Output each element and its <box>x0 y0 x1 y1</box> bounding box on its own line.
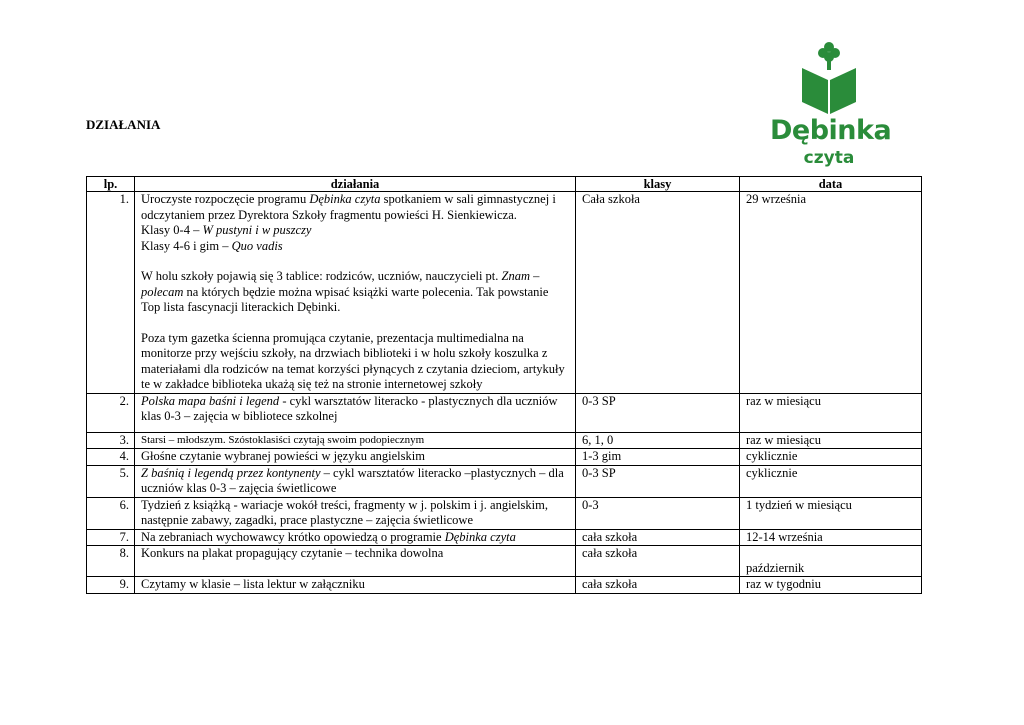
row-number: 4. <box>87 449 135 466</box>
row-date: raz w miesiącu <box>740 393 922 432</box>
text-span: Klasy 0-4 – <box>141 223 203 237</box>
action-line <box>141 239 569 255</box>
table-row <box>87 393 922 432</box>
row-number: 3. <box>87 432 135 449</box>
row-number: 9. <box>87 577 135 594</box>
table-row <box>87 529 922 546</box>
table-row <box>87 449 922 466</box>
text-span: - cykl warsztatów literacko - plastycznych dla uczniów klas 0-3 – zajęcia w bibliotece szkolnej <box>141 393 558 423</box>
table-row <box>87 192 922 394</box>
row-classes: 1-3 gim <box>576 449 740 466</box>
actions-table <box>86 176 922 594</box>
row-action: Głośne czytanie wybranej powieści w języku angielskim <box>135 449 576 466</box>
row-classes: 0-3 SP <box>576 393 740 432</box>
row-classes: 0-3 <box>576 497 740 529</box>
debinka-logo <box>770 40 892 170</box>
row-number: 8. <box>87 546 135 577</box>
row-action: Starsi – młodszym. Szóstoklasiści czytają swoim podopiecznym <box>135 432 576 449</box>
header-lp: lp. <box>87 177 135 192</box>
row-date: 1 tydzień w miesiącu <box>740 497 922 529</box>
row-action <box>135 192 576 394</box>
table-row <box>87 432 922 449</box>
logo-sub-text: czyta <box>803 148 855 168</box>
italic-title: Z baśnią i legendą przez kontynenty <box>141 465 321 480</box>
row-classes: Cała szkoła <box>576 192 740 394</box>
row-classes: 6, 1, 0 <box>576 432 740 449</box>
text-span: W holu szkoły pojawią się 3 tablice: rodziców, uczniów, nauczycieli pt. <box>141 269 502 283</box>
italic-title: Dębinka czyta <box>444 529 516 544</box>
header-actions: działania <box>135 177 576 192</box>
row-number: 6. <box>87 497 135 529</box>
row-classes: cała szkoła <box>576 529 740 546</box>
row-date: cyklicznie <box>740 449 922 466</box>
table-header-row <box>87 177 922 192</box>
table-row <box>87 546 922 577</box>
row-date: 12-14 września <box>740 529 922 546</box>
text-span: Uroczyste rozpoczęcie programu <box>141 192 310 206</box>
row-action: Tydzień z książką - wariacje wokół treści, fragmenty w j. polskim i j. angielskim, następnie zabawy, zagadki, prace plastyczne – zajęcia świetlicowe <box>135 497 576 529</box>
table-row <box>87 577 922 594</box>
header-date: data <box>740 177 922 192</box>
text-span: spotkaniem w sali gimnastycznej i odczytaniem przez Dyrektora Szkoły fragmentu powieści H. Sienkiewicza. <box>141 192 556 222</box>
row-number: 1. <box>87 192 135 394</box>
action-line <box>141 223 569 239</box>
row-action: Konkurs na plakat propagujący czytanie – technika dowolna <box>135 546 576 577</box>
italic-title: W pustyni i w puszczy <box>202 223 312 237</box>
table-row <box>87 465 922 497</box>
row-action <box>135 529 576 546</box>
logo-brand-text: Dębinka <box>770 115 892 146</box>
row-date: raz w miesiącu <box>740 432 922 449</box>
row-classes: 0-3 SP <box>576 465 740 497</box>
row-number: 5. <box>87 465 135 497</box>
italic-title: Dębinka czyta <box>309 192 381 206</box>
action-paragraph <box>141 269 569 316</box>
text-span: Na zebraniach wychowawcy krótko opowiedzą o programie <box>141 529 445 544</box>
row-action <box>135 393 576 432</box>
row-date: raz w tygodniu <box>740 577 922 594</box>
text-span: – cykl warsztatów literacko –plastycznych – dla uczniów klas 0-3 – zajęcia świetlicowe <box>141 465 564 495</box>
row-date: cyklicznie <box>740 465 922 497</box>
italic-title: Znam – polecam <box>141 269 540 299</box>
italic-title: Polska mapa baśni i legend <box>141 393 280 408</box>
table-row <box>87 497 922 529</box>
italic-title: Quo vadis <box>231 238 283 253</box>
book-tree-icon <box>798 40 860 115</box>
row-number: 2. <box>87 393 135 432</box>
action-paragraph: Poza tym gazetka ścienna promująca czytanie, prezentacja multimedialna na monitorze przy wejściu szkoły, na drzwiach biblioteki i w holu szkoły koszulka z materiałami dla rodziców na temat korzyści płynących z czytania dzieciom, artykuły te w zakładce biblioteka ukażą się też na stronie internetowej szkoły <box>141 330 565 391</box>
text-span: Klasy 4-6 i gim – <box>141 238 232 253</box>
row-date: 29 września <box>740 192 922 394</box>
action-paragraph <box>141 192 569 223</box>
row-action: Czytamy w klasie – lista lektur w załączniku <box>135 577 576 594</box>
row-classes: cała szkoła <box>576 577 740 594</box>
header-classes: klasy <box>576 177 740 192</box>
text-span: na których będzie można wpisać książki warte polecenia. Tak powstanie Top lista fascynacji literackich Dębinki. <box>141 284 549 314</box>
row-number: 7. <box>87 529 135 546</box>
page-heading: DZIAŁANIA <box>86 117 161 132</box>
row-classes: cała szkoła <box>576 546 740 577</box>
row-date: październik <box>740 546 922 577</box>
row-action <box>135 465 576 497</box>
